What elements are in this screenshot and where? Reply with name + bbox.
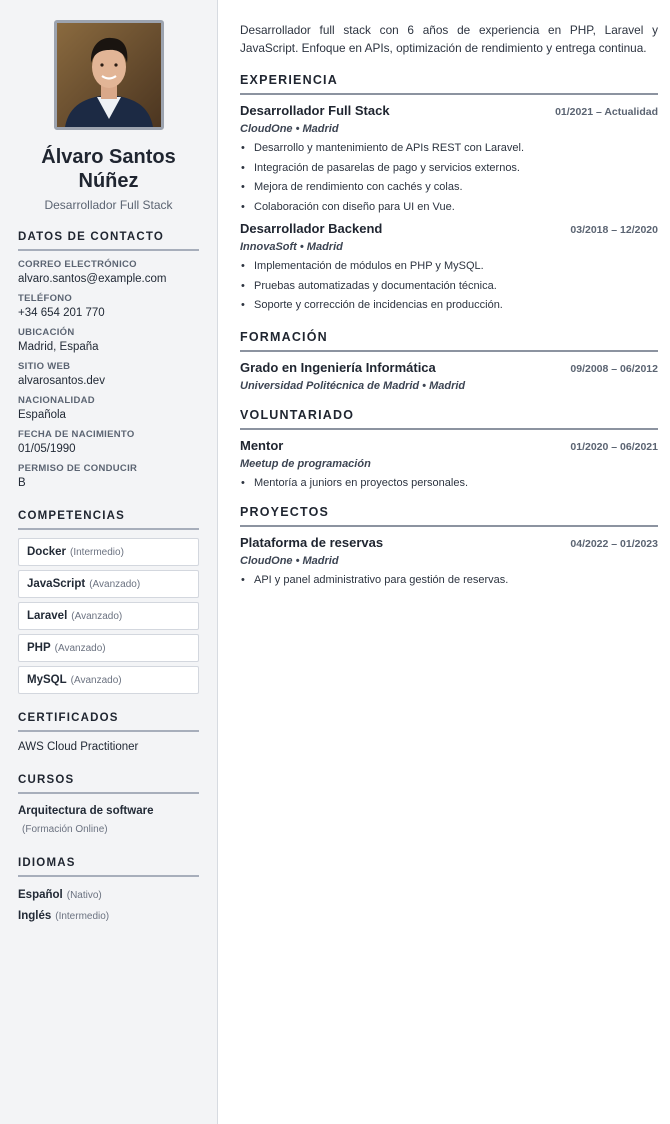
contact-value-website: alvarosantos.dev (18, 375, 105, 387)
job-title: Desarrollador Full Stack (44, 198, 173, 212)
skill-level: (Intermedio) (70, 546, 124, 558)
entry-organization: InnovaSoft • Madrid (240, 241, 343, 253)
entry-organization: Meetup de programación (240, 457, 371, 470)
course-name: Arquitectura de software (18, 805, 154, 817)
entry-organization: CloudOne • Madrid (240, 555, 339, 567)
education-section (240, 330, 658, 392)
entry-date: 03/2018 – 12/2020 (570, 224, 658, 236)
skill-level: (Avanzado) (71, 610, 123, 622)
volunteering-heading: VOLUNTARIADO (240, 408, 658, 430)
language-name: Inglés (18, 910, 52, 922)
courses-heading: CURSOS (18, 774, 199, 794)
certificates-heading: CERTIFICADOS (18, 712, 199, 732)
language-item (18, 906, 199, 927)
profile-summary: Desarrollador full stack con 6 años de experiencia en PHP, Laravel y JavaScript. Enfoque en APIs, optimización de rendimiento y entrega continua. (240, 23, 658, 55)
entry-title: Plataforma de reservas (240, 535, 384, 550)
person-name-line2: Núñez (78, 170, 139, 192)
skill-item (18, 570, 199, 598)
entry-date: 04/2022 – 01/2023 (570, 538, 658, 550)
certificate-item: AWS Cloud Practitioner (18, 741, 139, 753)
entry-bullets (240, 571, 658, 591)
language-level: (Nativo) (66, 890, 102, 901)
course-item (18, 802, 199, 839)
contact-value-location: Madrid, España (18, 341, 99, 353)
bullet-item: • Mejora de rendimiento con cachés y colas. (240, 178, 658, 198)
languages-heading: IDIOMAS (18, 857, 199, 877)
skills-heading: COMPETENCIAS (18, 510, 199, 530)
profile-photo (54, 20, 164, 130)
skill-item (18, 666, 199, 694)
bullet-item: • Pruebas automatizadas y documentación técnica. (240, 277, 658, 297)
sidebar (0, 0, 218, 1124)
bullet-item: • API y panel administrativo para gestión de reservas. (240, 571, 658, 591)
skill-level: (Avanzado) (89, 578, 141, 590)
bullet-item: • Mentoría a juniors en proyectos personales. (240, 474, 658, 494)
project-entry (240, 535, 658, 591)
entry-organization: Universidad Politécnica de Madrid • Madrid (240, 379, 466, 392)
entry-title: Grado en Ingeniería Informática (240, 359, 436, 375)
language-item (18, 885, 199, 906)
skill-name: Laravel (27, 610, 68, 622)
contact-value-phone: +34 654 201 770 (18, 307, 105, 319)
contact-value-birthdate: 01/05/1990 (18, 443, 76, 455)
contact-value-license: B (18, 477, 26, 489)
person-name (18, 145, 199, 193)
contact-value-email: alvaro.santos@example.com (18, 273, 167, 285)
bullet-item: • Soporte y corrección de incidencias en producción. (240, 296, 658, 316)
contact-label-nationality: NACIONALIDAD (18, 395, 95, 406)
entry-bullets (240, 257, 658, 316)
entry-date: 09/2008 – 06/2012 (570, 362, 658, 375)
contact-value-nationality: Española (18, 409, 66, 421)
person-name-line1: Álvaro Santos (41, 146, 176, 168)
entry-organization: CloudOne • Madrid (240, 123, 339, 135)
entry-date: 01/2021 – Actualidad (555, 106, 658, 118)
contact-heading: DATOS DE CONTACTO (18, 231, 199, 251)
contact-label-location: UBICACIÓN (18, 327, 75, 338)
contact-label-email: CORREO ELECTRÓNICO (18, 259, 137, 270)
projects-heading: PROYECTOS (240, 505, 658, 527)
experience-heading: EXPERIENCIA (240, 73, 658, 95)
skill-level: (Avanzado) (70, 674, 122, 686)
language-name: Español (18, 889, 63, 901)
skill-item (18, 602, 199, 630)
bullet-item: • Desarrollo y mantenimiento de APIs REST con Laravel. (240, 139, 658, 159)
contact-label-birthdate: FECHA DE NACIMIENTO (18, 429, 135, 440)
course-detail: (Formación Online) (22, 824, 108, 835)
volunteering-entry (240, 438, 658, 494)
contact-label-website: SITIO WEB (18, 361, 71, 372)
projects-section (240, 505, 658, 591)
entry-date: 01/2020 – 06/2021 (570, 440, 658, 453)
contact-label-license: PERMISO DE CONDUCIR (18, 463, 138, 474)
experience-entry (240, 103, 658, 217)
skill-name: JavaScript (27, 578, 86, 590)
bullet-item: • Integración de pasarelas de pago y servicios externos. (240, 159, 658, 179)
skill-item (18, 634, 199, 662)
skill-level: (Avanzado) (54, 642, 106, 654)
skill-name: MySQL (27, 674, 67, 686)
skill-name: Docker (27, 546, 66, 558)
experience-entry (240, 221, 658, 316)
entry-title: Desarrollador Backend (240, 221, 383, 236)
main-content (240, 0, 658, 591)
entry-title: Mentor (240, 437, 284, 453)
volunteering-section (240, 408, 658, 494)
skill-item (18, 538, 199, 566)
entry-title: Desarrollador Full Stack (240, 103, 390, 118)
entry-bullets (240, 139, 658, 217)
skills-list (18, 538, 199, 694)
language-level: (Intermedio) (55, 911, 110, 922)
skill-name: PHP (27, 642, 51, 654)
education-heading: FORMACIÓN (240, 330, 658, 352)
bullet-item: • Colaboración con diseño para UI en Vue. (240, 198, 658, 218)
entry-bullets (240, 474, 658, 494)
contact-label-phone: TELÉFONO (18, 293, 73, 304)
contact-list (18, 259, 199, 490)
education-entry (240, 360, 658, 392)
bullet-item: • Implementación de módulos en PHP y MySQL. (240, 257, 658, 277)
experience-section (240, 73, 658, 316)
